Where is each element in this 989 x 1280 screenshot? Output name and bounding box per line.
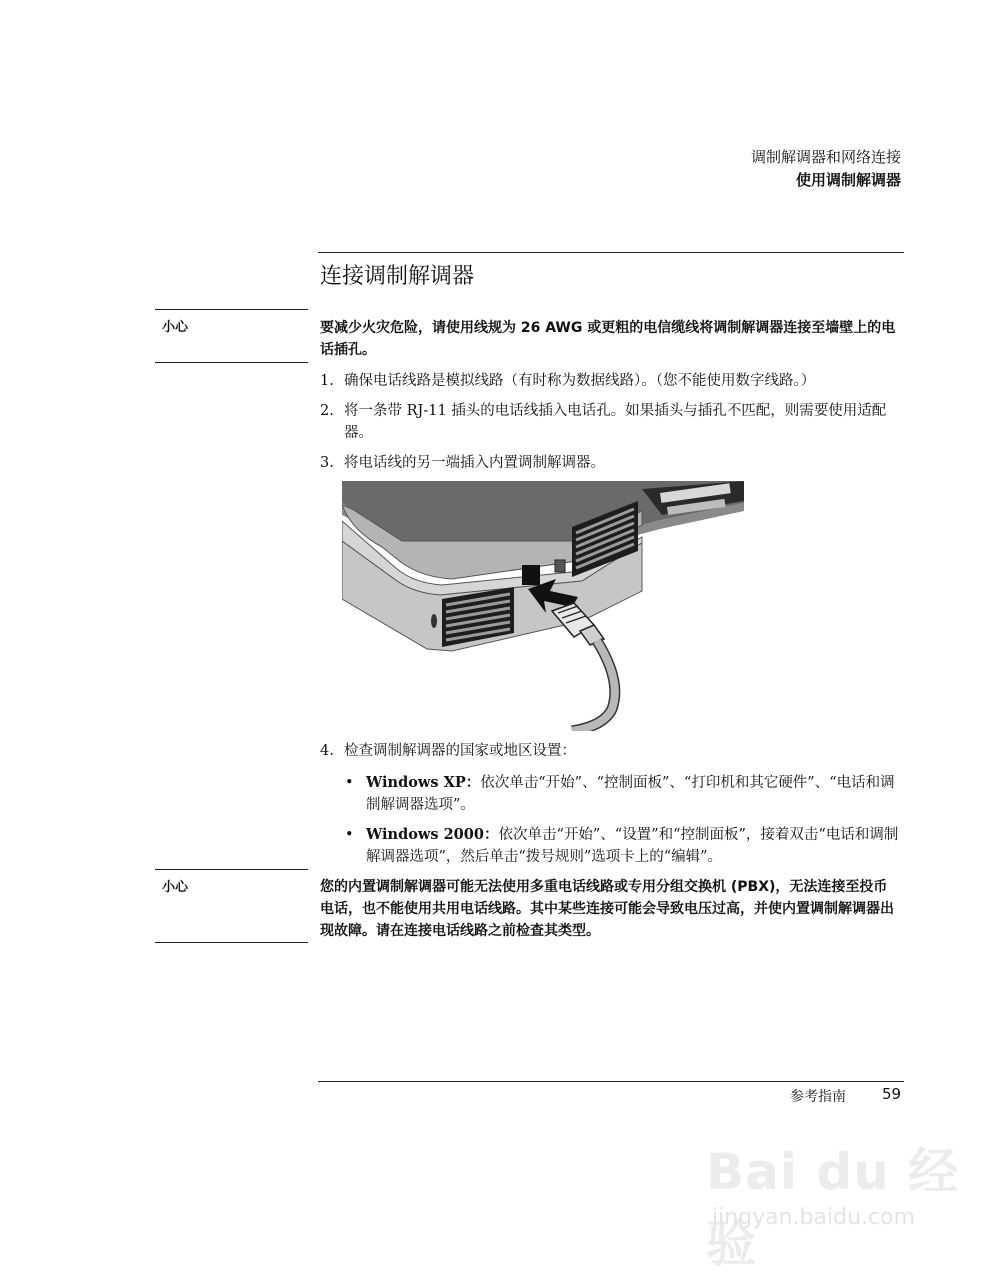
rj11-jack [522, 565, 540, 585]
step-number: 2. [320, 403, 334, 419]
step-item [320, 452, 900, 474]
caution-text: 要减少火灾危险，请使用线规为 26 AWG 或更粗的电信缆线将调制解调器连接至墙壁上的电话插孔。 [320, 320, 896, 358]
laptop-modem-illustration [342, 481, 744, 731]
step-item [320, 400, 900, 444]
footer-rule [318, 1081, 904, 1082]
section-header: 使用调制解调器 [795, 171, 901, 189]
bullet-os-label: Windows XP： [366, 774, 481, 791]
caution-label: 小心 [162, 880, 189, 895]
bullet-item [345, 824, 900, 868]
caution-rule-top [155, 869, 308, 870]
bullet-text: 依次单击“开始”、“设置”和“控制面板”，接着双击“电话和调制解调器选项”，然后单击“拨号规则”选项卡上的“编辑”。 [366, 827, 899, 865]
page-number: 59 [882, 1085, 902, 1103]
caution-rule-bottom [155, 362, 308, 363]
caution-text: 您的内置调制解调器可能无法使用多重电话线路或专用分组交换机 (PBX)，无法连接至投币电话，也不能使用共用电话线路。其中某些连接可能会导致电压过高，并使内置调制解调器出现故障。请在连接电话线路之前检查其类型。 [320, 879, 894, 939]
title-rule [318, 252, 904, 253]
step-item [320, 370, 900, 392]
bullet-text: 依次单击“开始”、“控制面板”、“打印机和其它硬件”、“电话和调制解调器选项”。 [366, 775, 895, 813]
bullet-icon: • [345, 827, 354, 843]
step-item [320, 740, 900, 762]
step-number: 1. [320, 373, 334, 389]
bullet-os-label: Windows 2000： [366, 826, 499, 843]
step-text: 确保电话线路是模拟线路（有时称为数据线路）。（您不能使用数字线路。） [344, 373, 816, 389]
bullet-item [345, 772, 900, 816]
step-text: 检查调制解调器的国家或地区设置： [344, 743, 576, 759]
step-number: 4. [320, 743, 334, 759]
footer-guide-label: 参考指南 [790, 1089, 846, 1105]
caution-rule-bottom [155, 942, 308, 943]
baidu-watermark: Bai du 经验 [706, 1143, 960, 1273]
caution-label: 小心 [162, 320, 189, 335]
chapter-header: 调制解调器和网络连接 [750, 148, 901, 166]
step-text: 将电话线的另一端插入内置调制解调器。 [344, 455, 605, 471]
step-number: 3. [320, 455, 334, 471]
caution-rule-top [155, 309, 308, 310]
page-title: 连接调制解调器 [320, 264, 475, 289]
baidu-watermark-url: jingyan.baidu.com [712, 1205, 916, 1230]
bullet-icon: • [345, 775, 354, 791]
step-text: 将一条带 RJ-11 插头的电话线插入电话孔。如果插头与插孔不匹配，则需要使用适配器。 [344, 403, 887, 441]
